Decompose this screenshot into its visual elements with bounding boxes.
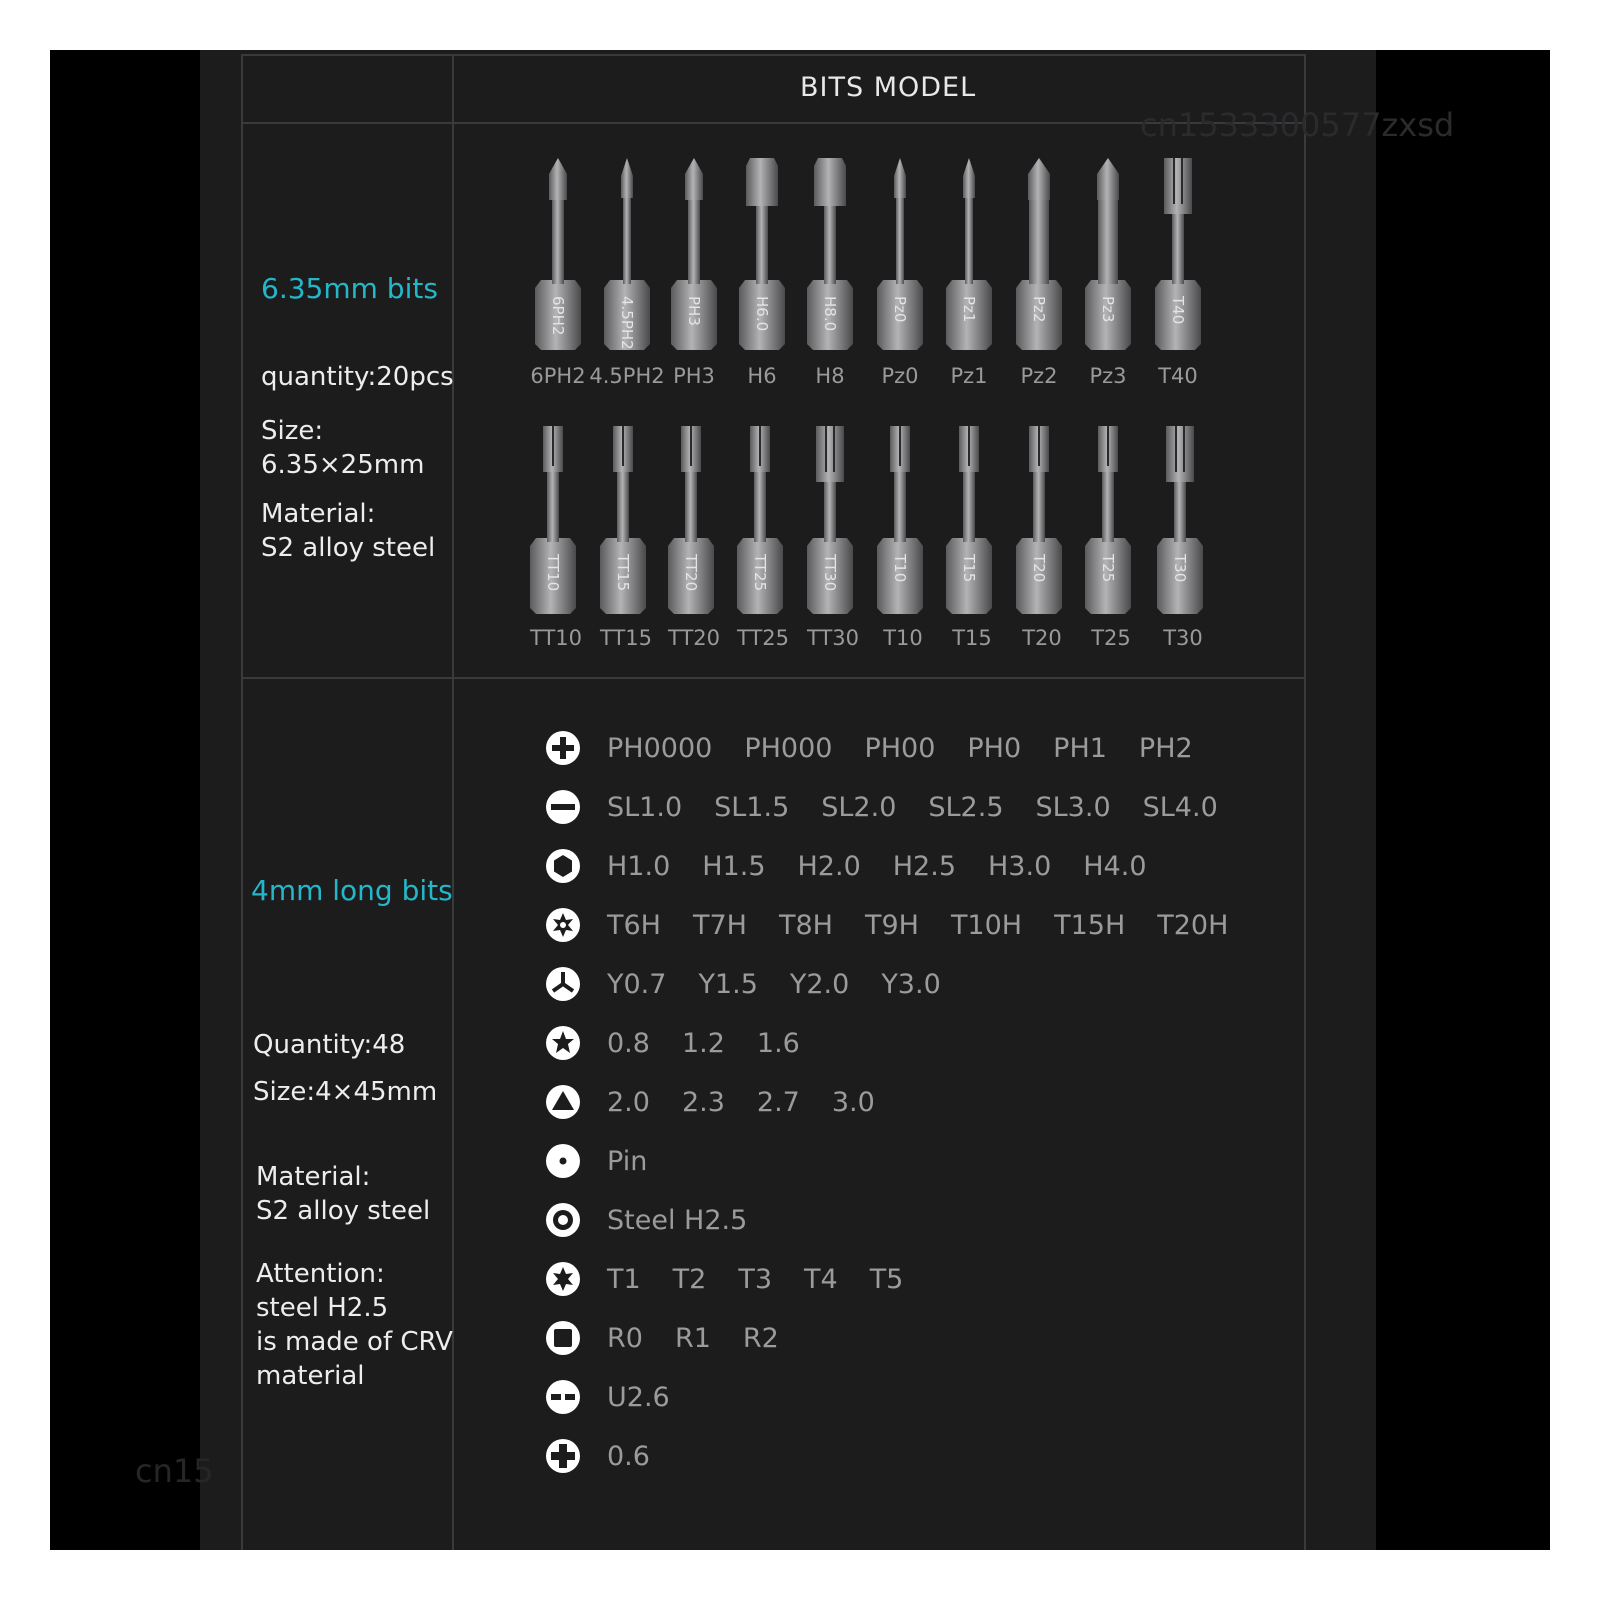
- table-border-right: [1304, 54, 1306, 1550]
- section1-material: Material: S2 alloy steel: [261, 499, 436, 563]
- bit-label: TT15: [599, 626, 653, 650]
- bit-size-list: [607, 1382, 702, 1413]
- table-title: BITS MODEL: [800, 72, 977, 103]
- bit-label: Pz0: [881, 364, 919, 388]
- bit-size-list: [607, 910, 1260, 941]
- bit-label: 6PH2: [530, 364, 586, 388]
- bit-size: Y3.0: [881, 968, 941, 1000]
- slotted-icon: [545, 789, 581, 825]
- bit-size: SL1.5: [714, 791, 790, 823]
- bit-label: T40: [1158, 364, 1198, 388]
- bit-label: 4.5PH2: [589, 364, 665, 388]
- bit-size: SL1.0: [607, 791, 683, 823]
- bit-size: PH000: [744, 732, 833, 764]
- bit-type-row: [545, 1261, 935, 1297]
- row1-bit-5: [873, 150, 927, 370]
- bit-size: T8H: [778, 909, 833, 941]
- bit-label: H6: [747, 364, 777, 388]
- bit-size: Pin: [607, 1145, 648, 1177]
- bit-size: Y2.0: [789, 968, 850, 1000]
- bit-label: T20: [1022, 626, 1062, 650]
- bit-size-list: [607, 1441, 682, 1472]
- bit-size: SL4.0: [1142, 791, 1218, 823]
- row1-engraving-5: Pz0: [891, 296, 909, 323]
- bit-size: 2.7: [756, 1086, 800, 1118]
- section2-size: Size:4×45mm: [253, 1077, 438, 1107]
- watermark: cn1533300577zxsd: [1140, 106, 1455, 144]
- bit-type-row: [545, 789, 1250, 825]
- row2-engraving-3: TT25: [751, 554, 769, 592]
- bit-size: PH2: [1138, 732, 1193, 764]
- bit-size: T15H: [1054, 909, 1126, 941]
- bit-size-list: [607, 1087, 907, 1118]
- section1-size: Size: 6.35×25mm: [261, 416, 425, 480]
- section2-heading: 4mm long bits: [251, 874, 453, 907]
- bit-label: H8: [815, 364, 845, 388]
- bit-size: T3: [738, 1263, 773, 1295]
- triangle-icon: [545, 1084, 581, 1120]
- bit-type-row: [545, 1025, 832, 1061]
- bit-label: T15: [952, 626, 992, 650]
- row1-engraving-2: PH3: [685, 296, 703, 326]
- pin-icon: [545, 1143, 581, 1179]
- bit-size: 1.6: [756, 1027, 800, 1059]
- bit-size: H1.5: [702, 850, 766, 882]
- row2-engraving-0: TT10: [544, 554, 562, 592]
- bit-type-row: [545, 1143, 679, 1179]
- bit-size: Steel H2.5: [607, 1204, 748, 1236]
- bit-size: T7H: [692, 909, 747, 941]
- section1-heading: 6.35mm bits: [261, 272, 438, 305]
- bit-size: T10H: [950, 909, 1023, 941]
- row1-engraving-0: 6PH2: [549, 296, 567, 336]
- bit-size: 2.0: [607, 1086, 650, 1118]
- row1-bit-1: [600, 150, 654, 370]
- bit-size: T4: [804, 1263, 838, 1295]
- table-border-top: [241, 54, 1306, 56]
- row1-engraving-9: T40: [1169, 296, 1187, 325]
- row1-engraving-3: H6.0: [753, 296, 771, 332]
- bit-size: 0.8: [607, 1027, 650, 1059]
- bit-size-list: [607, 1028, 832, 1059]
- bit-label: Pz1: [950, 364, 988, 388]
- bit-size: T5: [869, 1263, 904, 1295]
- bit-size-list: [607, 1205, 779, 1236]
- ring-icon: [545, 1202, 581, 1238]
- table-border-left: [241, 54, 243, 1550]
- bit-size: PH0: [967, 732, 1022, 764]
- bit-size: H1.0: [607, 850, 671, 882]
- bit-size-list: [607, 733, 1225, 764]
- row2-bit-0: [526, 418, 580, 638]
- row2-engraving-5: T10: [891, 554, 909, 583]
- row2-engraving-6: T15: [960, 554, 978, 583]
- bit-size: PH00: [864, 732, 936, 764]
- cross-icon: [545, 1438, 581, 1474]
- row2-bit-7: [1012, 418, 1066, 638]
- row1-engraving-4: H8.0: [821, 296, 839, 332]
- bit-type-row: [545, 1379, 702, 1415]
- row1-bit-7: [1012, 150, 1066, 370]
- bit-size-list: [607, 792, 1250, 823]
- bit-size: PH0000: [607, 732, 713, 764]
- bit-size: R2: [742, 1322, 779, 1354]
- bit-size: 1.2: [681, 1027, 725, 1059]
- bit-type-row: [545, 1084, 907, 1120]
- bit-size: 0.6: [607, 1440, 650, 1472]
- bit-type-row: [545, 966, 973, 1002]
- bit-type-row: [545, 1320, 811, 1356]
- row1-engraving-8: Pz3: [1099, 296, 1117, 323]
- row2-bit-1: [596, 418, 650, 638]
- bit-size-list: [607, 969, 973, 1000]
- hex-icon: [545, 848, 581, 884]
- row1-engraving-6: Pz1: [960, 296, 978, 323]
- bit-type-row: [545, 1438, 682, 1474]
- row2-engraving-1: TT15: [614, 554, 632, 592]
- bit-size: 3.0: [831, 1086, 875, 1118]
- bit-type-row: [545, 730, 1225, 766]
- bit-type-row: [545, 907, 1260, 943]
- torx-security-icon: [545, 907, 581, 943]
- bit-size: H4.0: [1083, 850, 1147, 882]
- bit-type-row: [545, 1202, 779, 1238]
- bit-size-list: [607, 1146, 679, 1177]
- bit-label: TT10: [529, 626, 583, 650]
- bit-size: H2.0: [797, 850, 861, 882]
- bit-size: SL2.0: [821, 791, 897, 823]
- row1-bit-2: [667, 150, 721, 370]
- row2-bit-5: [873, 418, 927, 638]
- pentalobe-icon: [545, 1025, 581, 1061]
- section-divider: [241, 677, 1306, 679]
- bit-size: H2.5: [892, 850, 956, 882]
- bit-size: PH1: [1053, 732, 1107, 764]
- bit-label: TT25: [736, 626, 790, 650]
- row1-engraving-7: Pz2: [1030, 296, 1048, 323]
- section2-attention: Attention: steel H2.5 is made of CRV material: [256, 1259, 453, 1391]
- bit-type-row: [545, 848, 1179, 884]
- bit-label: Pz3: [1089, 364, 1127, 388]
- u-type-icon: [545, 1379, 581, 1415]
- tri-wing-icon: [545, 966, 581, 1002]
- bit-label: Pz2: [1020, 364, 1058, 388]
- bit-size: T1: [607, 1263, 641, 1295]
- bit-size: T2: [672, 1263, 707, 1295]
- bit-size-list: [607, 851, 1179, 882]
- bit-label: T30: [1163, 626, 1203, 650]
- row1-bit-9: [1151, 150, 1205, 370]
- square-icon: [545, 1320, 581, 1356]
- bit-label: TT30: [806, 626, 860, 650]
- bit-size-list: [607, 1323, 811, 1354]
- bit-size-list: [607, 1264, 935, 1295]
- bit-size: H3.0: [988, 850, 1052, 882]
- bit-label: T10: [883, 626, 923, 650]
- bit-size: Y1.5: [698, 968, 758, 1000]
- row1-bit-0: [531, 150, 585, 370]
- bit-size: T9H: [864, 909, 919, 941]
- row1-bit-8: [1081, 150, 1135, 370]
- row2-engraving-2: TT20: [682, 554, 700, 592]
- bit-size: T20H: [1157, 909, 1229, 941]
- row2-bit-3: [733, 418, 787, 638]
- bit-size: Y0.7: [607, 968, 667, 1000]
- row1-engraving-1: 4.5PH2: [618, 296, 636, 350]
- row2-bit-9: [1153, 418, 1207, 638]
- row2-bit-4: [803, 418, 857, 638]
- row2-engraving-4: TT30: [821, 554, 839, 592]
- phillips-icon: [545, 730, 581, 766]
- bit-size: SL2.5: [928, 791, 1004, 823]
- bit-size: SL3.0: [1035, 791, 1111, 823]
- bit-size: 2.3: [681, 1086, 725, 1118]
- row2-engraving-8: T25: [1099, 554, 1117, 583]
- row2-bit-2: [664, 418, 718, 638]
- row2-engraving-7: T20: [1030, 554, 1048, 583]
- bit-size: T6H: [607, 909, 661, 941]
- torx-icon: [545, 1261, 581, 1297]
- section2-quantity: Quantity:48: [253, 1030, 406, 1060]
- bit-label: T25: [1091, 626, 1131, 650]
- watermark-bottom: cn15: [135, 1452, 214, 1490]
- row1-bit-3: [735, 150, 789, 370]
- row1-bit-6: [942, 150, 996, 370]
- row2-bit-8: [1081, 418, 1135, 638]
- bit-size: U2.6: [607, 1381, 670, 1413]
- row2-bit-6: [942, 418, 996, 638]
- row2-engraving-9: T30: [1171, 554, 1189, 583]
- section2-material: Material: S2 alloy steel: [256, 1162, 431, 1226]
- bit-label: TT20: [667, 626, 721, 650]
- bit-label: PH3: [673, 364, 715, 388]
- bit-size: R1: [674, 1322, 711, 1354]
- bit-size: R0: [607, 1322, 643, 1354]
- row1-bit-4: [803, 150, 857, 370]
- section1-quantity: quantity:20pcs: [261, 362, 454, 392]
